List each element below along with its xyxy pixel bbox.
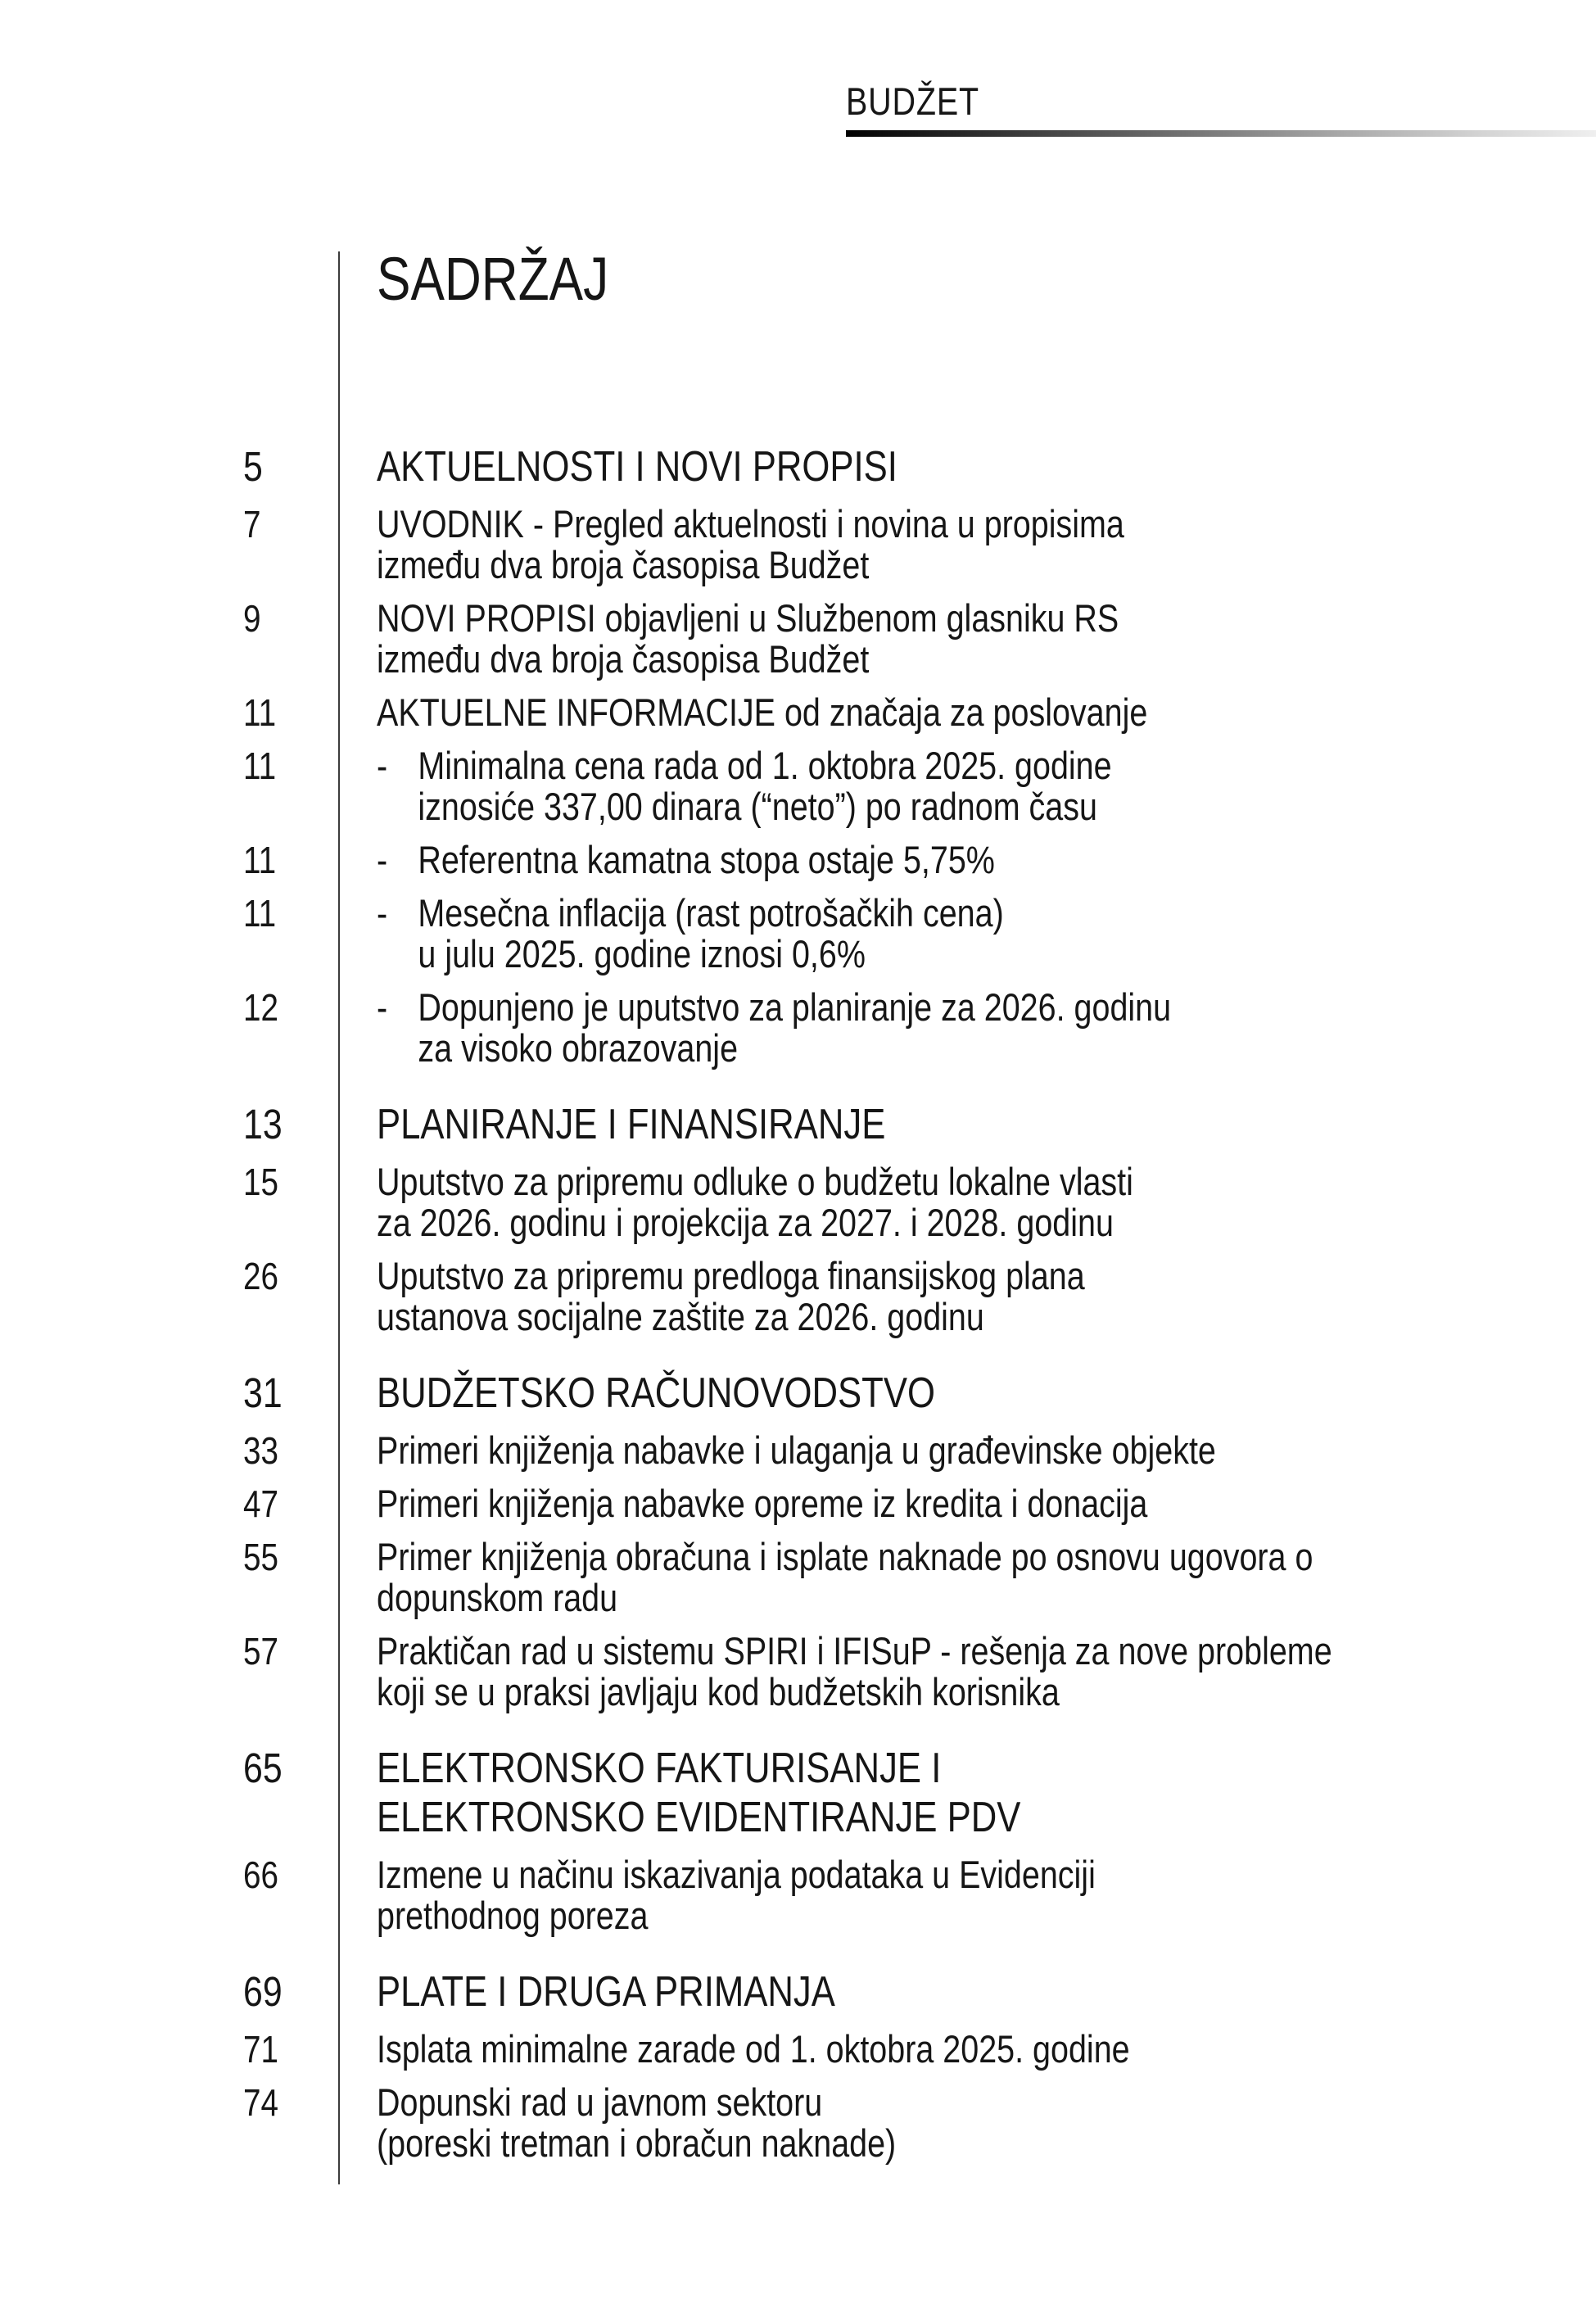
page-number-label: 33 [243,1429,278,1472]
page-title [377,246,1455,313]
toc-entry-row [243,1161,1455,1243]
page-number-label: 47 [243,1482,278,1525]
page-number [243,745,338,827]
entry-line: Praktičan rad u sistemu SPIRI i IFISuP - rešenja za nove probleme [377,1629,1332,1672]
magazine-brand-title [846,80,1005,123]
toc-entry-row [243,987,1455,1069]
page-number [243,504,338,586]
entry-line: između dva broja časopisa Budžet [377,637,870,681]
page-number-label: 31 [243,1369,283,1416]
page-number-label: 7 [243,503,261,545]
dash-marker [377,840,418,880]
dash-marker [377,893,418,975]
page-number-label: 66 [243,1854,278,1896]
entry-line: AKTUELNE INFORMACIJE od značaja za poslovanje [377,690,1148,734]
toc-entry-row [243,1430,1455,1471]
dash-entry [377,893,1282,975]
section-heading-line: ELEKTRONSKO FAKTURISANJE I [377,1745,942,1792]
entry-line: Referentna kamatna stopa ostaje 5,75% [418,838,995,881]
entry-lines [418,987,1282,1069]
page-number [243,598,338,680]
page-number-label: 65 [243,1745,283,1791]
dash-entry [377,745,1282,827]
toc-entry-row [243,504,1455,586]
entry-line: iznosiće 337,00 dinara (“neto”) po radnom času [418,785,1097,828]
toc-entry-text [338,2029,1455,2070]
entry-lines [418,745,1282,827]
page-number-label: 11 [243,839,277,881]
entry-line: prethodnog poreza [377,1894,649,1937]
toc-entry-text [338,1430,1455,1471]
dash-marker [377,745,418,827]
entry-line: za 2026. godinu i projekcija za 2027. i 2028. godinu [377,1201,1114,1244]
entry-line: Izmene u načinu iskazivanja podataka u Evidenciji [377,1853,1096,1896]
dash-marker-glyph: - [377,838,388,881]
toc-entry-text [338,1256,1455,1338]
toc-section-row [243,442,1455,491]
page-number-label: 9 [243,597,261,640]
page-number [243,1161,338,1243]
toc-entry-row [243,840,1455,880]
entry-line: Uputstvo za pripremu odluke o budžetu lokalne vlasti [377,1160,1133,1203]
toc-entry-text [338,893,1455,975]
page-number [243,1854,338,1936]
page-number [243,1744,338,1842]
toc-entry-text [338,504,1455,586]
page-number [243,2029,338,2070]
page-number [243,1967,338,2016]
toc-entry-row [243,2029,1455,2070]
toc-entry-text [338,1967,1455,2016]
entry-line: Isplata minimalne zarade od 1. oktobra 2025. godine [377,2027,1130,2071]
section-heading-line: PLATE I DRUGA PRIMANJA [377,1968,835,2016]
page-number-label: 15 [243,1161,278,1203]
toc-entry-text [338,1854,1455,1936]
page-number [243,840,338,880]
section-heading-line: ELEKTRONSKO EVIDENTIRANJE PDV [377,1794,1021,1841]
toc-entry-text [338,1161,1455,1243]
toc-entry-row [243,598,1455,680]
page-number-label: 71 [243,2028,278,2071]
toc-entry-row [243,745,1455,827]
entry-line: Dopunski rad u javnom sektoru [377,2080,823,2124]
page-number [243,1369,338,1418]
page-number [243,1483,338,1524]
toc-section-row [243,1100,1455,1149]
toc-entry-text [338,1537,1491,1618]
page-number [243,442,338,491]
dash-entry [377,987,1282,1069]
page-number-label: 11 [243,892,277,935]
page-number-label: 13 [243,1101,283,1147]
entry-line: koji se u praksi javljaju kod budžetskih korisnika [377,1670,1060,1713]
entry-line: Dopunjeno je uputstvo za planiranje za 2026. godinu [418,985,1172,1029]
page-number-label: 57 [243,1630,278,1672]
entry-line: NOVI PROPISI objavljeni u Službenom glasniku RS [377,596,1119,640]
entry-line: u julu 2025. godine iznosi 0,6% [418,932,866,975]
page-number [243,1100,338,1149]
section-heading-line: BUDŽETSKO RAČUNOVODSTVO [377,1369,935,1417]
entry-line: Mesečna inflacija (rast potrošačkih cena) [418,891,1004,935]
magazine-brand-label: BUDŽET [846,79,979,123]
section-heading-line: PLANIRANJE I FINANSIRANJE [377,1101,886,1148]
entry-line: UVODNIK - Pregled aktuelnosti i novina u propisima [377,502,1124,545]
page-number [243,1430,338,1471]
page-title-label: SADRŽAJ [377,245,609,313]
toc-entry-text [338,598,1455,680]
toc-entry-text [338,1631,1514,1713]
entry-lines [418,840,1282,880]
toc-entry-text [338,1369,1455,1418]
section-heading-line: AKTUELNOSTI I NOVI PROPISI [377,443,897,491]
dash-entry [377,840,1282,880]
dash-marker-glyph: - [377,744,388,787]
dash-marker-glyph: - [377,985,388,1029]
entry-line: za visoko obrazovanje [418,1026,739,1070]
toc-list [243,442,1455,2164]
toc-entry-text [338,745,1455,827]
entry-line: Primer knjiženja obračuna i isplate naknade po osnovu ugovora o [377,1535,1313,1578]
toc-entry-text [338,1100,1455,1149]
entry-line: Primeri knjiženja nabavke opreme iz kredita i donacija [377,1482,1148,1525]
page-number [243,1256,338,1338]
page-number-label: 26 [243,1255,278,1297]
entry-line: (poreski tretman i obračun naknade) [377,2121,897,2165]
entry-line: ustanova socijalne zaštite za 2026. godinu [377,1295,984,1338]
toc-entry-row [243,893,1455,975]
toc-entry-row [243,1537,1455,1618]
page-number-label: 12 [243,986,278,1029]
table-of-contents [243,246,1455,2164]
header-gradient-rule [846,130,1596,137]
toc-section-row [243,1369,1455,1418]
dash-marker-glyph: - [377,891,388,935]
entry-line: između dva broja časopisa Budžet [377,543,870,586]
page-number-label: 11 [243,691,277,734]
toc-entry-text [338,1744,1455,1842]
page-number [243,1537,338,1618]
toc-entry-row [243,692,1455,733]
toc-entry-text [338,2082,1455,2164]
page-number-label: 74 [243,2081,278,2124]
page-number-label: 5 [243,443,263,490]
page-number-label: 11 [243,745,277,787]
toc-entry-row [243,1256,1455,1338]
toc-entry-text [338,692,1455,733]
toc-entry-text [338,840,1455,880]
toc-section-row [243,1744,1455,1842]
entry-line: Uputstvo za pripremu predloga finansijskog plana [377,1254,1085,1297]
toc-entry-row [243,1483,1455,1524]
entry-line: Minimalna cena rada od 1. oktobra 2025. godine [418,744,1112,787]
toc-entry-text [338,442,1455,491]
toc-entry-text [338,987,1455,1069]
dash-marker [377,987,418,1069]
entry-lines [418,893,1282,975]
page-number [243,987,338,1069]
toc-entry-row [243,1631,1455,1713]
page-number-label: 55 [243,1536,278,1578]
toc-entry-row [243,1854,1455,1936]
entry-line: dopunskom radu [377,1576,618,1619]
page-number [243,893,338,975]
toc-entry-row [243,2082,1455,2164]
toc-section-row [243,1967,1455,2016]
page-number [243,692,338,733]
page-number-label: 69 [243,1968,283,2015]
entry-line: Primeri knjiženja nabavke i ulaganja u građevinske objekte [377,1428,1216,1472]
page-number [243,2082,338,2164]
page-number [243,1631,338,1713]
toc-entry-text [338,1483,1455,1524]
